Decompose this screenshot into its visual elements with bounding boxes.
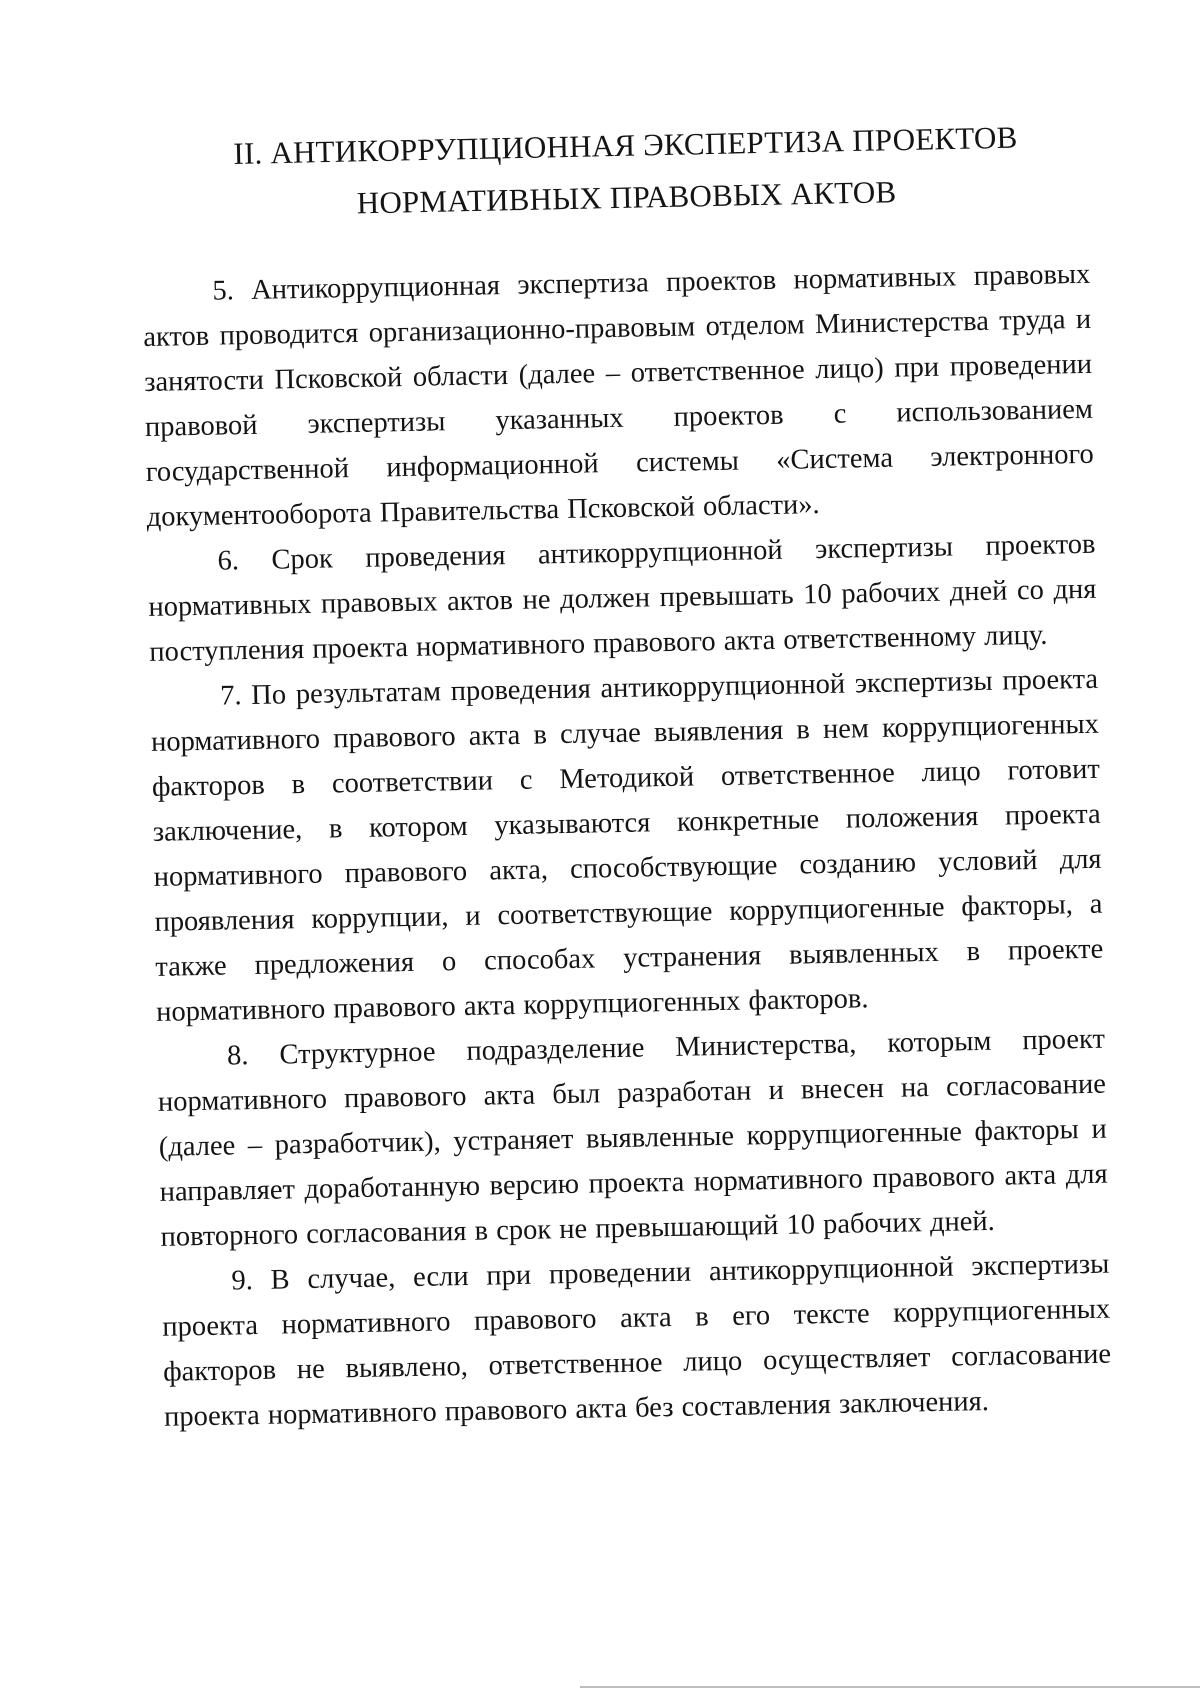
section-title-line-1: II. АНТИКОРРУПЦИОННАЯ ЭКСПЕРТИЗА ПРОЕКТОВ bbox=[233, 119, 1018, 172]
section-title-line-2: НОРМАТИВНЫХ ПРАВОВЫХ АКТОВ bbox=[356, 174, 897, 221]
paragraph-9: 9. В случае, если при проведении антикоррупционной экспертизы проекта нормативного правового акта в его тексте коррупциогенных факторов не выявлено, ответственное лицо осуществляет согласование проекта нормативного правового акта без составления заключения. bbox=[162, 1248, 1112, 1433]
paragraph-7: 7. По результатам проведения антикоррупционной экспертизы проекта нормативного правового акта в случае выявления в нем коррупциогенных факторов в соответствии с Методикой ответственное лицо готовит заключение, в котором указываются конкретные положения проекта нормативного правового акта, способствующие созданию условий для проявления коррупции, и соответствующие коррупциогенные факторы, а также предложения о способах устранения выявленных в проекте нормативного правового акта коррупциогенных факторов. bbox=[150, 663, 1104, 1028]
section-title bbox=[141, 110, 1091, 234]
document-body bbox=[142, 252, 1112, 1440]
scan-edge-line bbox=[580, 1686, 1200, 1688]
paragraph-8: 8. Структурное подразделение Министерства, которым проект нормативного правового акта был разработан и внесен на согласование (далее – разработчик), устраняет выявленные коррупциогенные факторы и направляет доработанную версию проекта нормативного правового акта для повторного согласования в срок не превышающий 10 рабочих дней. bbox=[157, 1023, 1108, 1253]
paragraph-6: 6. Срок проведения антикоррупционной экспертизы проектов нормативных правовых актов не должен превышать 10 рабочих дней со дня поступления проекта нормативного правового акта ответственному лицу. bbox=[148, 528, 1097, 668]
paragraph-5: 5. Антикоррупционная экспертиза проектов нормативных правовых актов проводится организационно-правовым отделом Министерства труда и занятости Псковской области (далее – ответственное лицо) при проведении правовой экспертизы указанных проектов с использованием государственной информационной системы «Система электронного документооборота Правительства Псковской области». bbox=[142, 258, 1095, 533]
